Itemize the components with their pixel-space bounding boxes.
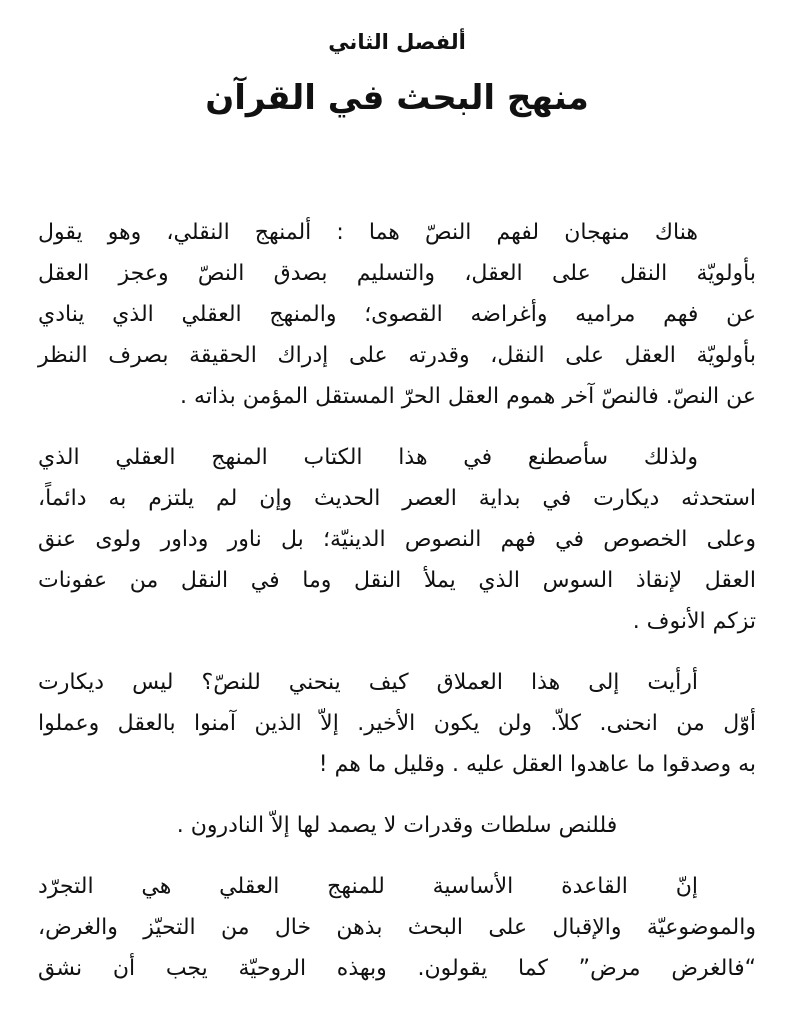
text-line: بأولويّة النقل على العقل، والتسليم بصدق النصّ وعجز العقل	[38, 261, 756, 286]
text-line: أوّل من انحنى. كلاّ. ولن يكون الأخير. إلاّ الذين آمنوا بالعقل وعملوا	[38, 711, 756, 736]
text-line: ولذلك سأصطنع في هذا الكتاب المنهج العقلي الذي	[38, 445, 698, 470]
text-line: وعلى الخصوص في فهم النصوص الدينيّة؛ بل ناور وداور ولوى عنق	[38, 527, 756, 552]
paragraph-4	[38, 805, 756, 846]
text-line: “فالغرض مرض” كما يقولون. وبهذه الروحيّة يجب أن نشق	[38, 956, 756, 981]
paragraph-3	[38, 662, 756, 785]
text-line: عن فهم مراميه وأغراضه القصوى؛ والمنهج العقلي الذي ينادي	[38, 302, 756, 327]
paragraph-5	[38, 866, 756, 989]
text-line: تزكم الأنوف .	[632, 609, 756, 634]
text-line: هناك منهجان لفهم النصّ هما : ألمنهج النقلي، وهو يقول	[38, 220, 698, 245]
text-line: به وصدقوا ما عاهدوا العقل عليه . وقليل ما هم !	[318, 752, 756, 777]
text-line: عن النصّ. فالنصّ آخر هموم العقل الحرّ المستقل المؤمن بذاته .	[180, 384, 756, 409]
paragraph-2	[38, 437, 756, 642]
paragraph-1	[38, 212, 756, 417]
chapter-label: ألفصل الثاني	[328, 30, 466, 54]
text-line: أرأيت إلى هذا العملاق كيف ينحني للنصّ؟ ليس ديكارت	[38, 670, 698, 695]
body-text	[38, 212, 756, 1011]
text-line: فللنص سلطات وقدرات لا يصمد لها إلاّ النادرون .	[176, 813, 618, 838]
text-line: العقل لإنقاذ السوس الذي يملأ النقل وما في النقل من عفونات	[38, 568, 756, 593]
chapter-title: منهج البحث في القرآن	[205, 78, 589, 118]
text-line: والموضوعيّة والإقبال على البحث بذهن خال من التحيّز والغرض،	[38, 915, 756, 940]
text-line: إنّ القاعدة الأساسية للمنهج العقلي هي التجرّد	[38, 874, 698, 899]
text-line: بأولويّة العقل على النقل، وقدرته على إدراك الحقيقة بصرف النظر	[38, 343, 756, 368]
text-line: استحدثه ديكارت في بداية العصر الحديث وإن لم يلتزم به دائماً،	[38, 486, 756, 511]
